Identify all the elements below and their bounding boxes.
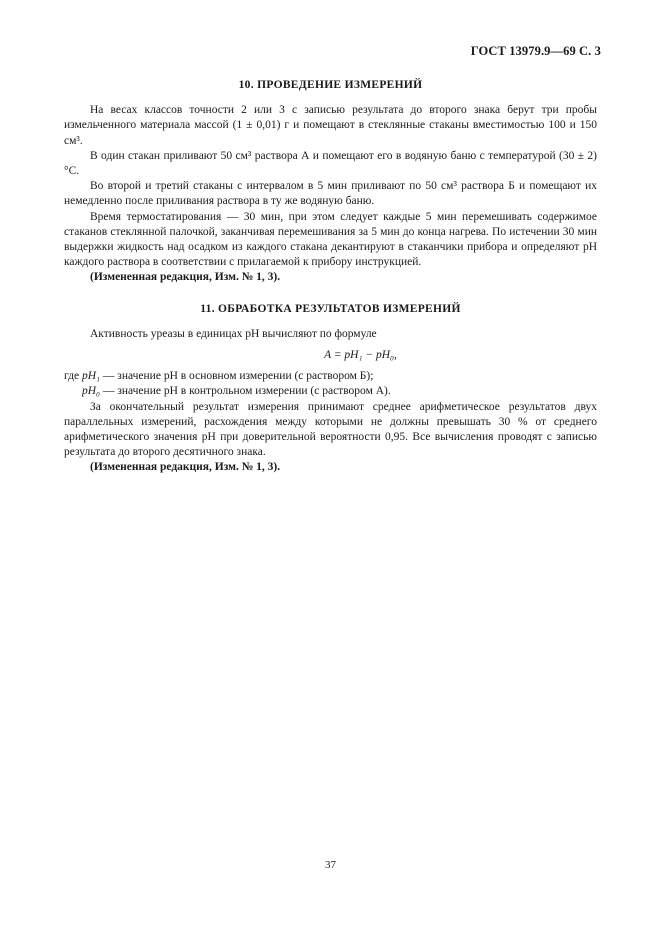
where-text-2: — значение pH в контрольном измерении (с раствором А). bbox=[102, 385, 391, 398]
where-line-1 bbox=[64, 369, 597, 384]
document-body bbox=[64, 74, 597, 476]
where-symbol-2: pH₀ bbox=[82, 385, 101, 398]
section-10-paragraph-1: На весах классов точности 2 или 3 с записью результата до второго знака берут три пробы измельченного материала массой (1 ± 0,01) г и помещают в стеклянные стаканы вместимостью 100 и 150 см³. bbox=[64, 104, 597, 147]
section-11-title: 11. ОБРАБОТКА РЕЗУЛЬТАТОВ ИЗМЕРЕНИЙ bbox=[200, 302, 461, 315]
document-header: ГОСТ 13979.9—69 С. 3 bbox=[470, 44, 601, 58]
where-text-1: — значение pH в основном измерении (с раствором Б); bbox=[102, 370, 374, 383]
section-10-title: 10. ПРОВЕДЕНИЕ ИЗМЕРЕНИЙ bbox=[238, 79, 423, 91]
section-10-edition-note: (Измененная редакция, Изм. № 1, 3). bbox=[90, 271, 281, 284]
section-11-edition-note: (Измененная редакция, Изм. № 1, 3). bbox=[90, 461, 281, 474]
page-number: 37 bbox=[325, 859, 336, 871]
where-prefix: где bbox=[64, 370, 80, 383]
where-line-2 bbox=[64, 384, 597, 399]
section-10-paragraph-3: Во второй и третий стаканы с интервалом в 5 мин приливают по 50 см³ раствора Б и помещают их немедленно после приливания раствора в ту же водяную баню. bbox=[64, 180, 597, 208]
where-symbol-1: pH₁ bbox=[81, 370, 101, 383]
section-11-paragraph-2: За окончательный результат измерения принимают среднее арифметическое результатов двух параллельных измерений, расхождения между которыми не должны превышать 30 % от среднего арифметического значения pH при доверительной вероятности 0,95. Все вычисления проводят с записью результата до второго десятичного знака. bbox=[64, 400, 597, 459]
section-10-paragraph-2: В один стакан приливают 50 см³ раствора А и помещают его в водяную баню с температурой (30 ± 2) °С. bbox=[64, 149, 597, 178]
section-11-paragraph-1: Активность уреазы в единицах pH вычисляют по формуле bbox=[90, 327, 377, 340]
section-10-paragraph-4: Время термостатирования — 30 мин, при этом следует каждые 5 мин перемешивать содержимое стаканов стеклянной палочкой, заканчивая перемешивания за 5 мин до конца нагрева. По истечении 30 мин выдержки жидкость над осадком из каждого стакана декантируют в стаканчики прибора и определяют pH каждого раствора в соответствии с прилагаемой к прибору инструкцией. bbox=[64, 210, 597, 269]
formula: A = pH₁ − pH₀, bbox=[324, 349, 397, 362]
